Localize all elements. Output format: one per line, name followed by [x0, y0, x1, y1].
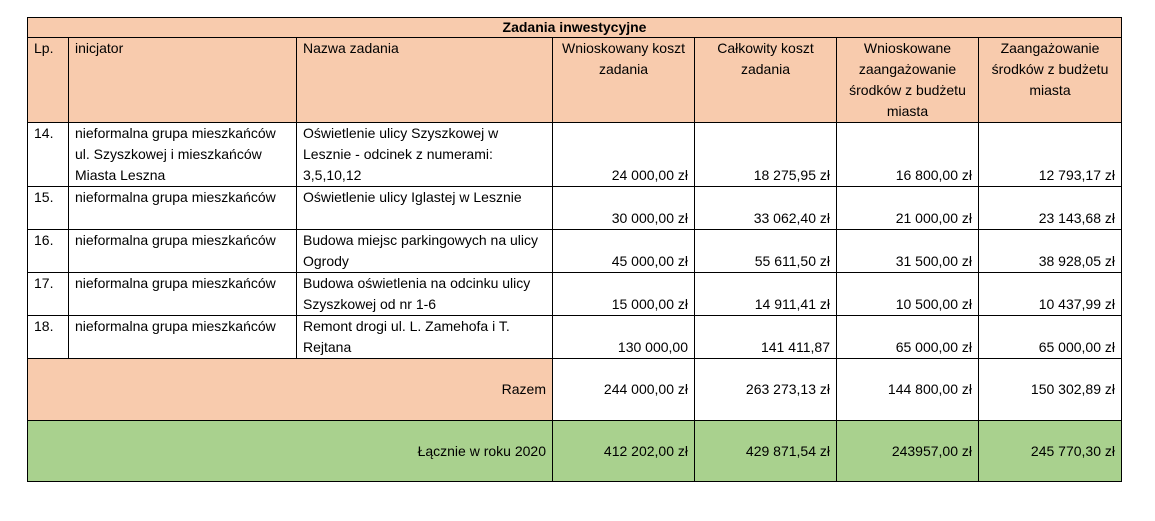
table-row — [28, 230, 1122, 273]
lacznie-wnioskowany: 412 202,00 zł — [553, 421, 695, 482]
header-inicjator: inicjator — [69, 38, 297, 123]
razem-row — [28, 359, 1122, 421]
razem-wnioskowany: 244 000,00 zł — [553, 359, 695, 421]
cell-wnioskowany: 45 000,00 zł — [553, 230, 695, 273]
cell-nazwa: Remont drogi ul. L. Zamehofa i T. Rejtana — [297, 316, 553, 359]
cell-nazwa: Budowa miejsc parkingowych na ulicy Ogrody — [297, 230, 553, 273]
cell-wnioskowane: 31 500,00 zł — [837, 230, 979, 273]
cell-wnioskowane: 65 000,00 zł — [837, 316, 979, 359]
cell-wnioskowany: 24 000,00 zł — [553, 123, 695, 187]
cell-nazwa: Oświetlenie ulicy Iglastej w Lesznie — [297, 187, 553, 230]
cell-calkowity: 18 275,95 zł — [695, 123, 837, 187]
table-title: Zadania inwestycyjne — [28, 18, 1122, 38]
cell-inicjator: nieformalna grupa mieszkańców — [69, 230, 297, 273]
cell-wnioskowany: 130 000,00 — [553, 316, 695, 359]
lacznie-wnioskowane: 243957,00 zł — [837, 421, 979, 482]
header-nazwa: Nazwa zadania — [297, 38, 553, 123]
razem-wnioskowane: 144 800,00 zł — [837, 359, 979, 421]
razem-calkowity: 263 273,13 zł — [695, 359, 837, 421]
lacznie-calkowity: 429 871,54 zł — [695, 421, 837, 482]
cell-calkowity: 55 611,50 zł — [695, 230, 837, 273]
cell-wnioskowane: 21 000,00 zł — [837, 187, 979, 230]
cell-zaangazowanie: 65 000,00 zł — [979, 316, 1122, 359]
table-row — [28, 316, 1122, 359]
cell-calkowity: 14 911,41 zł — [695, 273, 837, 316]
lacznie-label: Łącznie w roku 2020 — [28, 421, 553, 482]
header-row — [28, 38, 1122, 123]
header-calkowity: Całkowity koszt zadania — [695, 38, 837, 123]
cell-inicjator: nieformalna grupa mieszkańców — [69, 316, 297, 359]
cell-lp: 16. — [28, 230, 69, 273]
header-wnioskowane: Wnioskowane zaangażowanie środków z budżetu miasta — [837, 38, 979, 123]
table-row — [28, 187, 1122, 230]
cell-calkowity: 33 062,40 zł — [695, 187, 837, 230]
header-lp: Lp. — [28, 38, 69, 123]
table-row — [28, 123, 1122, 187]
table-row — [28, 273, 1122, 316]
cell-zaangazowanie: 38 928,05 zł — [979, 230, 1122, 273]
cell-nazwa: Oświetlenie ulicy Szyszkowej w Lesznie - odcinek z numerami: 3,5,10,12 — [297, 123, 553, 187]
cell-zaangazowanie: 23 143,68 zł — [979, 187, 1122, 230]
header-wnioskowany: Wnioskowany koszt zadania — [553, 38, 695, 123]
cell-zaangazowanie: 10 437,99 zł — [979, 273, 1122, 316]
razem-zaangazowanie: 150 302,89 zł — [979, 359, 1122, 421]
cell-wnioskowany: 30 000,00 zł — [553, 187, 695, 230]
cell-zaangazowanie: 12 793,17 zł — [979, 123, 1122, 187]
cell-lp: 15. — [28, 187, 69, 230]
cell-inicjator: nieformalna grupa mieszkańców — [69, 187, 297, 230]
cell-nazwa: Budowa oświetlenia na odcinku ulicy Szyszkowej od nr 1-6 — [297, 273, 553, 316]
cell-lp: 14. — [28, 123, 69, 187]
cell-lp: 18. — [28, 316, 69, 359]
investment-table — [27, 17, 1122, 482]
cell-inicjator: nieformalna grupa mieszkańców ul. Szyszkowej i mieszkańców Miasta Leszna — [69, 123, 297, 187]
cell-inicjator: nieformalna grupa mieszkańców — [69, 273, 297, 316]
razem-label: Razem — [28, 359, 553, 421]
cell-wnioskowane: 10 500,00 zł — [837, 273, 979, 316]
lacznie-zaangazowanie: 245 770,30 zł — [979, 421, 1122, 482]
header-zaangazowanie: Zaangażowanie środków z budżetu miasta — [979, 38, 1122, 123]
lacznie-row — [28, 421, 1122, 482]
cell-wnioskowany: 15 000,00 zł — [553, 273, 695, 316]
cell-calkowity: 141 411,87 — [695, 316, 837, 359]
cell-wnioskowane: 16 800,00 zł — [837, 123, 979, 187]
cell-lp: 17. — [28, 273, 69, 316]
